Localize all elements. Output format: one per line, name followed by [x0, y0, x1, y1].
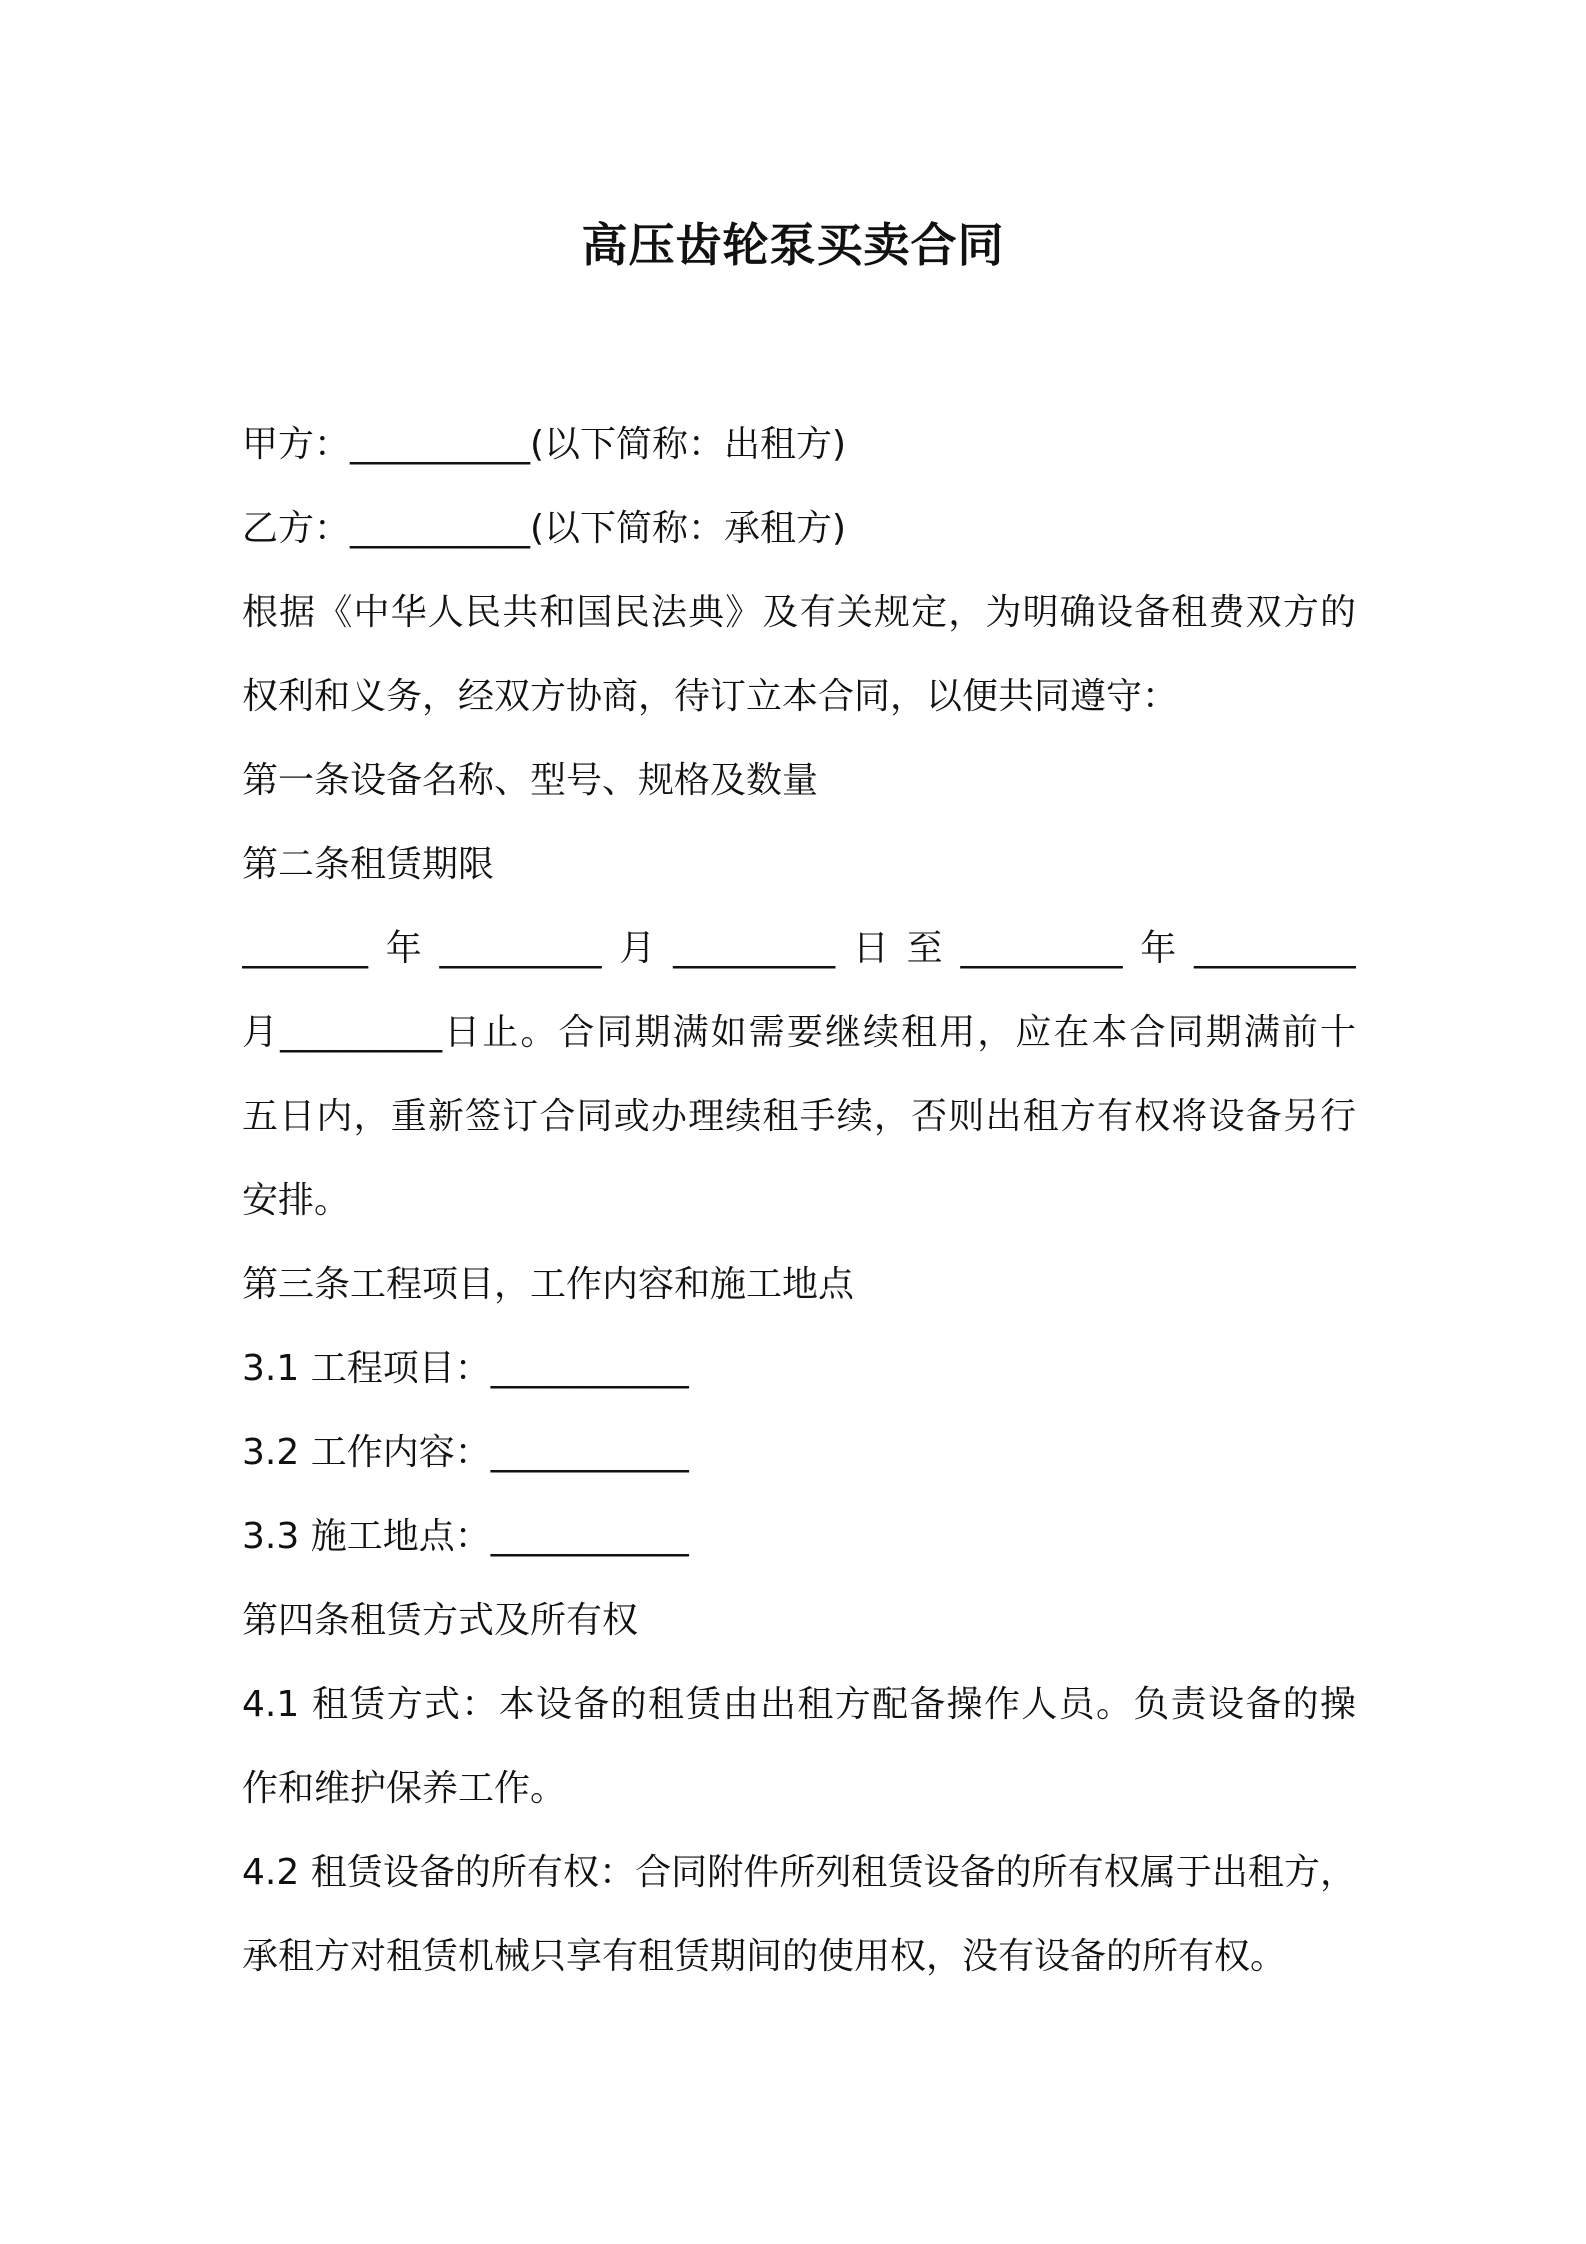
article-4-heading: 第四条租赁方式及所有权: [242, 1600, 639, 1641]
document-title: 高压齿轮泵买卖合同: [581, 218, 1005, 272]
lease-period-line-3: 五日内，重新签订合同或办理续租手续，否则出租方有权将设备另行: [242, 1096, 1356, 1137]
lease-period-line-2: 月_________日止。合同期满如需要继续租用，应在本合同期满前十: [242, 1012, 1356, 1053]
document-body: [242, 403, 1356, 1999]
clause-4-2-line-1: 4.2 租赁设备的所有权：合同附件所列租赁设备的所有权属于出租方，: [242, 1852, 1356, 1893]
article-3-heading: 第三条工程项目，工作内容和施工地点: [242, 1264, 855, 1305]
article-1-heading: 第一条设备名称、型号、规格及数量: [242, 760, 819, 801]
preamble-line-2: 权利和义务，经双方协商，待订立本合同，以便共同遵守：: [242, 676, 1179, 717]
lease-period-line-4: 安排。: [242, 1180, 351, 1221]
clause-3-3: 3.3 施工地点：___________: [242, 1516, 689, 1557]
lease-period-line-1: _______年_________月_________日至_________年_________: [242, 928, 1356, 969]
clause-3-2: 3.2 工作内容：___________: [242, 1432, 689, 1473]
article-2-heading: 第二条租赁期限: [242, 844, 495, 885]
preamble-line-1: 根据《中华人民共和国民法典》及有关规定，为明确设备租费双方的: [242, 592, 1356, 633]
clause-4-1-line-2: 作和维护保养工作。: [242, 1768, 567, 1809]
party-b-line: 乙方：__________(以下简称：承租方): [242, 508, 847, 549]
party-a-line: 甲方：__________(以下简称：出租方): [242, 424, 847, 465]
clause-4-2-line-2: 承租方对租赁机械只享有租赁期间的使用权，没有设备的所有权。: [242, 1936, 1287, 1977]
clause-4-1-line-1: 4.1 租赁方式：本设备的租赁由出租方配备操作人员。负责设备的操: [242, 1684, 1356, 1725]
clause-3-1: 3.1 工程项目：___________: [242, 1348, 689, 1389]
